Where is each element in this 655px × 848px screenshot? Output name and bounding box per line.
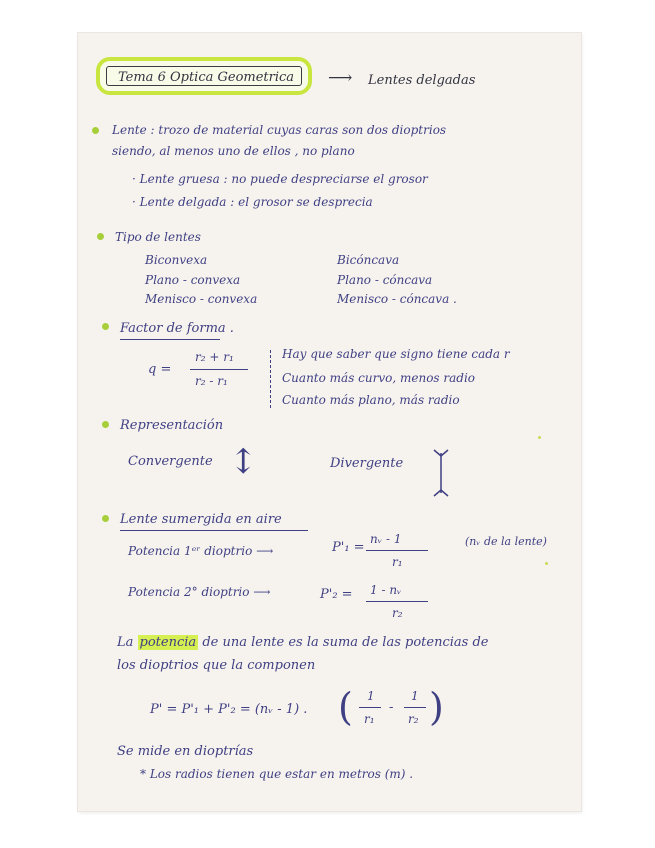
divergent-lens-icon bbox=[430, 448, 452, 498]
fraction-bar bbox=[359, 707, 381, 708]
open-paren: ( bbox=[338, 685, 353, 729]
p2-label: Potencia 2° dioptrio ⟶ bbox=[128, 585, 271, 599]
form-factor-heading: Factor de forma . bbox=[120, 321, 234, 336]
f2-denominator: r₂ bbox=[408, 712, 419, 726]
bullet-icon bbox=[102, 515, 109, 522]
page-title: Tema 6 Optica Geometrica bbox=[118, 70, 295, 85]
heading-underline bbox=[120, 339, 220, 340]
heading-underline bbox=[120, 530, 308, 531]
p1-label: Potencia 1ᵉʳ dioptrio ⟶ bbox=[128, 544, 274, 558]
thin-lens-note: · Lente delgada : el grosor se desprecia bbox=[132, 195, 373, 209]
f2-numerator: 1 bbox=[411, 689, 419, 703]
sum-line-1-end: de una lente es la suma de las potencias de bbox=[202, 635, 489, 650]
p2-lhs: P'₂ = bbox=[320, 587, 353, 602]
total-power-formula: P' = P'₁ + P'₂ = (nᵥ - 1) . bbox=[150, 702, 308, 717]
f1-numerator: 1 bbox=[367, 689, 375, 703]
p1-numerator: nᵥ - 1 bbox=[370, 532, 402, 546]
q-symbol: q = bbox=[148, 362, 172, 377]
title-arrow: ⟶ bbox=[328, 68, 353, 88]
close-paren: ) bbox=[429, 685, 444, 729]
fraction-bar bbox=[190, 369, 248, 370]
types-heading: Tipo de lentes bbox=[115, 230, 201, 244]
p2-denominator: r₂ bbox=[392, 606, 403, 620]
type-right-1: Bicóncava bbox=[337, 253, 400, 267]
minus-sign: - bbox=[389, 700, 394, 715]
divergent-label: Divergente bbox=[330, 456, 404, 471]
f1-denominator: r₁ bbox=[364, 712, 375, 726]
submerged-heading: Lente sumergida en aire bbox=[120, 512, 282, 527]
definition-line-1: Lente : trozo de material cuyas caras son dos dioptrios bbox=[112, 123, 447, 137]
convergent-lens-icon: ↕ bbox=[229, 442, 258, 482]
convergent-label: Convergente bbox=[128, 454, 213, 469]
notes-divider bbox=[270, 350, 271, 408]
definition-line-2: siendo, al menos uno de ellos , no plano bbox=[112, 144, 355, 158]
representation-heading: Representación bbox=[120, 418, 224, 433]
sum-line-1 bbox=[117, 636, 488, 649]
bullet-icon bbox=[102, 421, 109, 428]
bullet-icon bbox=[102, 323, 109, 330]
p2-numerator: 1 - nᵥ bbox=[370, 583, 402, 597]
form-factor-note-3: Cuanto más plano, más radio bbox=[282, 393, 460, 407]
sum-line-1-start: La bbox=[117, 635, 134, 650]
p1-denominator: r₁ bbox=[392, 555, 403, 569]
form-factor-note-1: Hay que saber que signo tiene cada r bbox=[282, 347, 510, 361]
highlighted-word: potencia bbox=[139, 635, 197, 650]
thick-lens-note: · Lente gruesa : no puede despreciarse el grosor bbox=[132, 172, 428, 186]
sum-line-2: los dioptrios que la componen bbox=[117, 658, 316, 673]
bullet-icon bbox=[97, 233, 104, 240]
type-right-3: Menisco - cóncava . bbox=[337, 292, 457, 306]
bullet-icon bbox=[92, 127, 99, 134]
fraction-bar bbox=[366, 550, 428, 551]
type-left-1: Biconvexa bbox=[145, 253, 208, 267]
fraction-bar bbox=[366, 601, 428, 602]
fraction-bar bbox=[404, 707, 426, 708]
units-note: * Los radios tienen que estar en metros (m) . bbox=[140, 767, 414, 781]
ink-dot bbox=[545, 562, 548, 565]
form-factor-note-2: Cuanto más curvo, menos radio bbox=[282, 371, 476, 385]
p1-lhs: P'₁ = bbox=[332, 540, 365, 555]
units-line: Se mide en dioptrías bbox=[117, 744, 254, 759]
q-denominator: r₂ - r₁ bbox=[195, 374, 228, 388]
ink-dot bbox=[538, 436, 541, 439]
type-left-2: Plano - convexa bbox=[145, 273, 241, 287]
q-numerator: r₂ + r₁ bbox=[195, 350, 234, 364]
type-left-3: Menisco - convexa bbox=[145, 292, 258, 306]
page-subtitle: Lentes delgadas bbox=[368, 73, 476, 88]
p1-note: (nᵥ de la lente) bbox=[465, 535, 547, 548]
type-right-2: Plano - cóncava bbox=[337, 273, 433, 287]
